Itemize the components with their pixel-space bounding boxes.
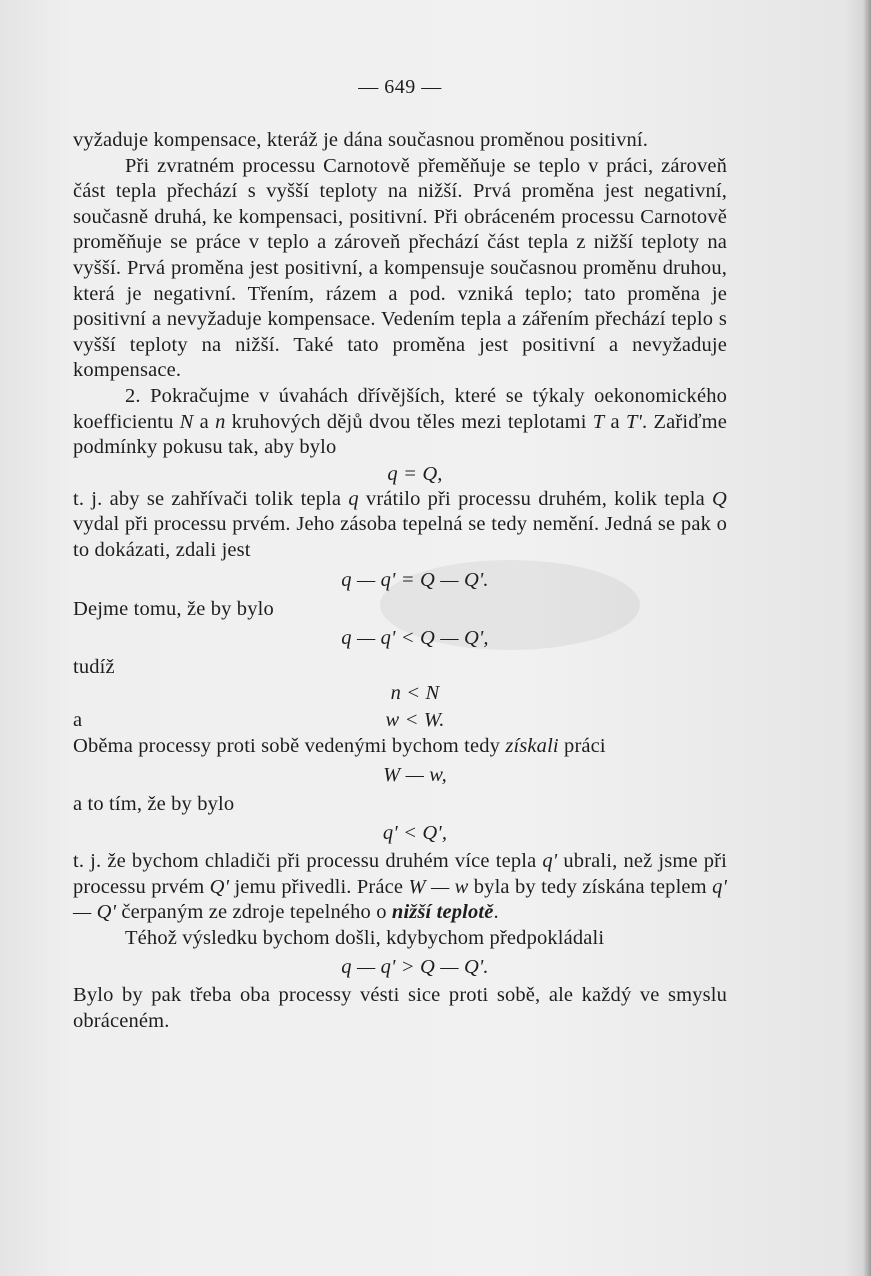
body-text (73, 128, 727, 1035)
equation-8: q — q' > Q — Q'. (341, 956, 489, 979)
text-run: a (193, 410, 216, 433)
label-row-a (73, 706, 727, 734)
paragraph-8 (73, 734, 727, 760)
text-run: byla by tedy získána teplem (468, 875, 713, 898)
paragraph-11: Téhož výsledku bychom došli, kdybychom předpokládali (125, 926, 605, 949)
symbol-W-minus-w: W — w (408, 875, 469, 898)
text-run: . Zařiďme podmínky pokusu tak, aby bylo (73, 410, 727, 459)
paragraph-12: Bylo by pak třeba oba processy vésti sice proti sobě, ale každý ve smyslu obráceném. (73, 984, 727, 1033)
equation-1: q = Q, (387, 462, 443, 485)
paragraph-7: a (73, 708, 83, 731)
text-run: Oběma processy proti sobě vedenými bychom tedy (73, 734, 506, 757)
paragraph-10 (73, 849, 727, 926)
symbol-Q-prime: Q' (209, 875, 230, 898)
equation-7: q' < Q', (382, 822, 448, 845)
paragraph-1: vyžaduje kompensace, kteráž je dána současnou proměnou positivní. (73, 129, 649, 151)
symbol-N: N (179, 410, 194, 433)
paragraph-4 (73, 487, 727, 564)
page-number: — 649 — (358, 76, 442, 98)
text-run: t. j. že bychom chladiči při processu druhém více tepla (73, 850, 543, 873)
text-run: 2. Pokračujme v úvahách dřívějších, které se týkaly oekonomického koefficientu (73, 384, 727, 433)
symbol-T: T (592, 410, 605, 433)
emphasis-nizsi-teplote: nižší teplotě (391, 901, 494, 924)
equation-6: W — w, (383, 764, 447, 787)
paragraph-9: a to tím, že by bylo (73, 793, 235, 816)
text-run: ubrali, než jsme při processu prvém (73, 850, 728, 898)
text-run: kruhových dějů dvou těles mezi teplotami (225, 410, 593, 433)
symbol-q-prime: q' (542, 850, 558, 873)
paragraph-5: Dejme tomu, že by bylo (73, 597, 274, 620)
symbol-T-prime: T' (625, 410, 643, 433)
text-run: jemu přivedli. Práce (229, 875, 409, 898)
text-run: vydal při processu prvém. Jeho zásoba tepelná se tedy nemění. Jedná se pak o to dokázati, zdali jest (73, 513, 727, 561)
symbol-n: n (215, 410, 226, 433)
symbol-q-minus-Q: q' — Q' (73, 875, 727, 924)
emphasis-ziskali: získali (505, 734, 559, 757)
paragraph-2: Při zvratném processu Carnotově přeměňuje se teplo v práci, zároveň část tepla přechází s vyšší teploty na nižší. Prvá proměna jest negativní, současně druhá, ke kompensaci, positivní. Při obráceném processu Carnotově proměňuje se práce v teplo a zároveň přechází část tepla z nižší teploty na vyšší. Prvá proměna jest positivní, a kompensuje současnou proměnu druhou, která je negativní. Třením, rázem a pod. vzniká teplo; tato proměna je positivní a nevyžaduje kompensace. Vedením tepla a zářením přechází teplo s vyšší teploty na nižší. Také tato proměna jest positivní a nevyžaduje kompensace. (73, 154, 727, 382)
page-edge-shadow (863, 0, 871, 1276)
text-run: t. j. aby se zahřívači tolik tepla (73, 487, 349, 510)
symbol-Q: Q (712, 487, 727, 510)
equation-4: n < N (390, 681, 440, 704)
equation-2: q — q' = Q — Q'. (341, 568, 489, 591)
equation-3: q — q' < Q — Q', (341, 626, 489, 649)
text-run: . (493, 901, 499, 924)
paragraph-3 (73, 384, 727, 461)
text-run: práci (558, 734, 606, 757)
text-run: čerpaným ze zdroje tepelného o (116, 901, 392, 924)
text-run: vrátilo při processu druhém, kolik tepla (358, 487, 713, 510)
text-run: a (604, 410, 626, 433)
paragraph-6: tudíž (73, 655, 115, 678)
symbol-q: q (348, 487, 359, 510)
equation-5: w < W. (385, 708, 445, 731)
